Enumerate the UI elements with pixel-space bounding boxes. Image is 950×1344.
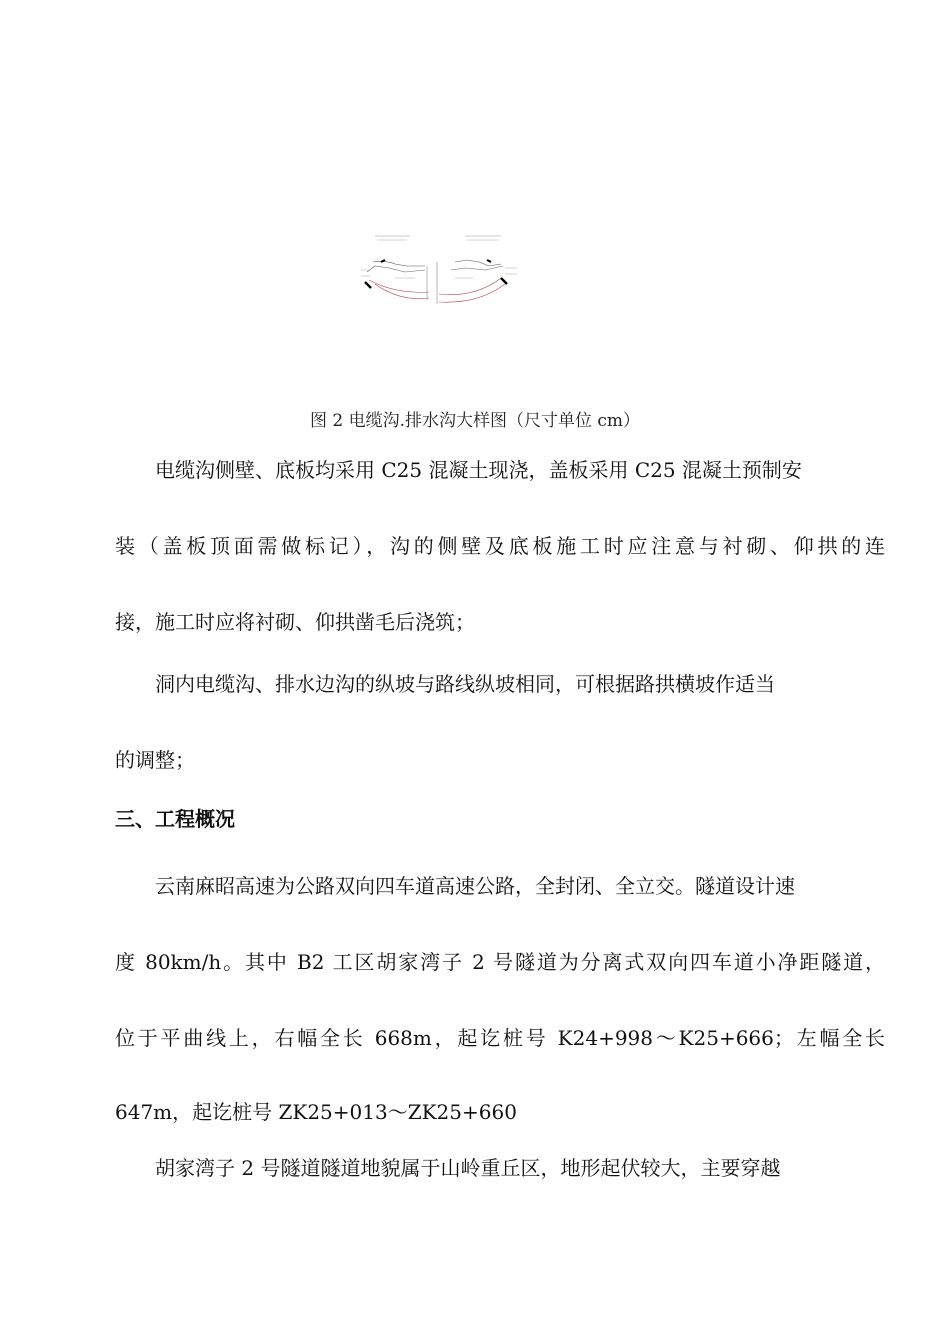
- text-line: 电缆沟侧壁、底板均采用 C25 混凝土现浇，盖板采用 C25 混凝土预制安: [155, 458, 802, 482]
- text-line: 接，施工时应将衬砌、仰拱凿毛后浇筑；: [115, 610, 475, 634]
- text-line: 胡家湾子 2 号隧道隧道地貌属于山岭重丘区，地形起伏较大，主要穿越: [155, 1156, 781, 1180]
- text-line: 位于平曲线上，右幅全长 668m，起讫桩号 K24+998～K25+666；左幅全长: [115, 1026, 885, 1050]
- text-line: 装（盖板顶面需做标记），沟的侧壁及底板施工时应注意与衬砌、仰拱的连: [115, 534, 885, 558]
- text-line: 洞内电缆沟、排水边沟的纵坡与路线纵坡相同，可根据路拱横坡作适当: [155, 672, 775, 696]
- text-line: 度 80km/h。其中 B2 工区胡家湾子 2 号隧道为分离式双向四车道小净距隧道，: [115, 950, 885, 974]
- section-heading: 三、工程概况: [115, 807, 235, 831]
- figure-caption: 图 2 电缆沟.排水沟大样图（尺寸单位 cm）: [309, 411, 641, 431]
- text-line: 云南麻昭高速为公路双向四车道高速公路，全封闭、全立交。隧道设计速: [155, 874, 795, 898]
- left-section-drawing: [361, 236, 429, 300]
- cable-trench-diagram: [355, 232, 525, 320]
- text-line: 的调整；: [115, 748, 195, 772]
- drainage-diagram-figure: [355, 232, 525, 320]
- right-section-drawing: [437, 236, 517, 304]
- text-line: 647m，起讫桩号 ZK25+013～ZK25+660: [115, 1100, 517, 1124]
